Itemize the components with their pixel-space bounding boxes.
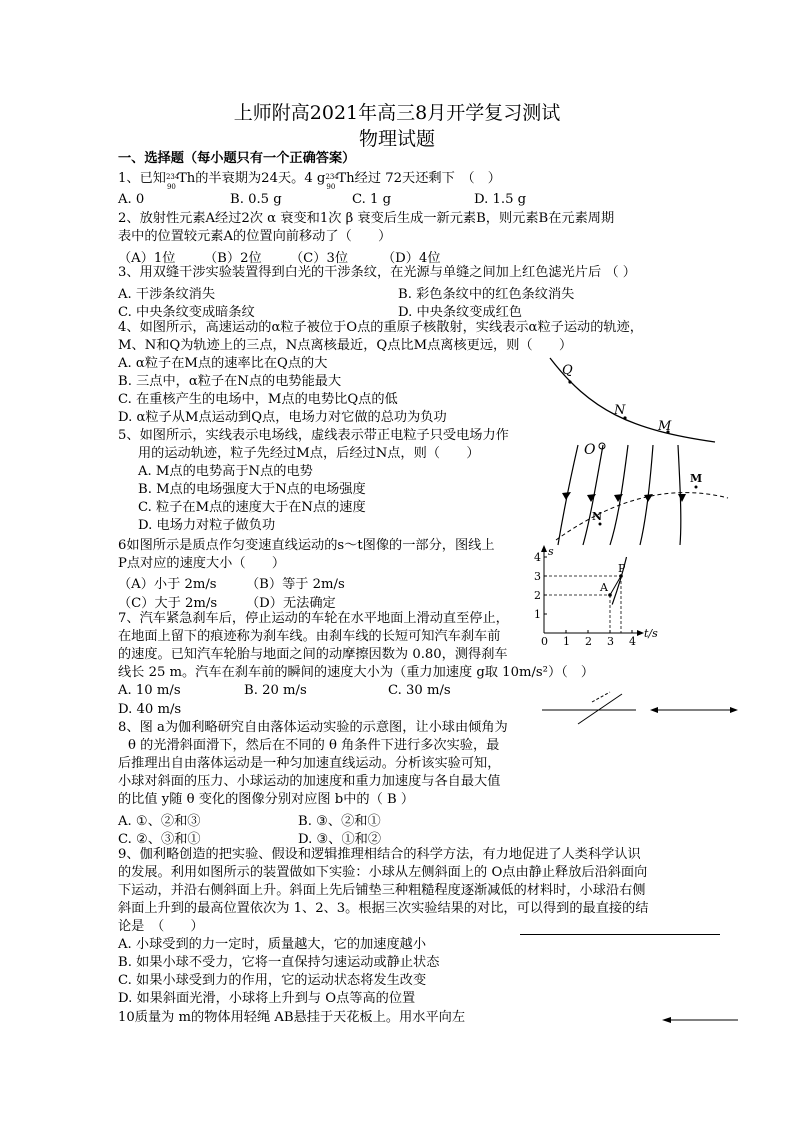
x-tick-label: 0 — [541, 635, 548, 648]
q2-option-a: （A）1位 — [118, 251, 176, 266]
incline-dash — [592, 692, 610, 702]
q6-st-graph — [530, 535, 680, 650]
q8-line-2: θ 的光滑斜面滑下，然后在不同的 θ 角条件下进行多次实验，最 — [128, 738, 500, 753]
q9-line-5: 论是 （ ） — [118, 919, 204, 934]
isotope-symbol-2 — [325, 171, 339, 191]
q6-line-2: P点对应的速度大小（ ） — [118, 556, 286, 571]
q8-figure — [540, 688, 740, 728]
q3-option-c: C. 中央条纹变成暗条纹 — [118, 305, 255, 320]
q1-option-d: D. 1.5 g — [474, 192, 527, 207]
arrow-left-head — [650, 707, 658, 713]
alpha-trajectory — [550, 358, 715, 442]
q5-line-2: 用的运动轨迹，粒子先经过M点，后经过N点，则（ ） — [138, 446, 480, 461]
q8-option-c: C. ②、③和① — [118, 832, 201, 847]
q4-option-a: A. α粒子在M点的速率比在Q点的大 — [118, 356, 328, 371]
q7-line-1: 7、汽车紧急刹车后，停止运动的车轮在水平地面上滑动直至停止， — [118, 611, 509, 626]
q7-option-b: B. 20 m/s — [244, 683, 307, 698]
iso-mass-2: 234 — [325, 172, 339, 181]
q9-line-3: 下运动，并沿右侧斜面上升。斜面上先后铺垫三种粗糙程度逐渐减低的材料时，小球沿右侧 — [118, 883, 646, 898]
incline-line — [578, 694, 622, 724]
q5-field-figure — [548, 440, 738, 550]
q9-line-2: 的发展。利用如图所示的装置做如下实验：小球从左侧斜面上的 O点由静止释放后沿斜面向 — [118, 865, 648, 880]
q5-option-b: B. M点的电场强度大于N点的电场强度 — [138, 482, 366, 497]
q9-option-c: C. 如果小球受到力的作用，它的运动状态将发生改变 — [118, 973, 427, 988]
iso-number: 90 — [166, 182, 176, 191]
q5-option-c: C. 粒子在M点的速度大于在N点的速度 — [138, 500, 366, 515]
q9-option-b: B. 如果小球不受力，它将一直保持匀速运动或静止状态 — [118, 955, 440, 970]
q3-line: 3、用双缝干涉实验装置得到白光的干涉条纹，在光源与单缝之间加上红色滤光片后 （ ） — [118, 265, 636, 280]
label-o: O — [584, 442, 596, 458]
q2-line-1: 2、放射性元素A经过2次 α 衰变和1次 β 衰变后生成一新元素B，则元素B在元素周期 — [118, 211, 615, 226]
q4-line-2: M、N和Q为轨迹上的三点，N点离核最近，Q点比M点离核更远，则（ ） — [118, 338, 573, 353]
q9-line-4: 斜面上升到的最高位置依次为 1、2、3。根据三次实验结果的对比，可以得到的最直接的结 — [118, 901, 649, 916]
x-tick-label: 4 — [629, 635, 636, 648]
q5-line-1: 5、如图所示，实线表示电场线，虚线表示带正电粒子只受电场力作 — [118, 428, 509, 443]
q9-option-a: A. 小球受到的力一定时，质量越大，它的加速度越小 — [118, 937, 427, 952]
label-n: N — [614, 403, 626, 418]
label-m: M — [658, 419, 672, 434]
arrow-head — [662, 1017, 671, 1023]
field-arrow-5 — [678, 494, 686, 502]
iso-mass: 234 — [165, 172, 180, 181]
q6-line-1: 6如图所示是质点作匀变速直线运动的s～t图像的一部分，图线上 — [118, 538, 495, 553]
q7-line-2: 在地面上留下的痕迹称为刹车线。由刹车线的长短可知汽车刹车前 — [118, 629, 501, 644]
q6-option-c: （C）大于 2m/s — [118, 596, 218, 611]
page-subtitle: 物理试题 — [358, 128, 435, 150]
q4-option-d: D. α粒子从M点运动到Q点，电场力对它做的总功为负功 — [118, 410, 447, 425]
arrow-right-head — [730, 707, 738, 713]
y-tick-label: 1 — [534, 608, 541, 621]
point-q — [568, 380, 571, 383]
x-axis-arrow — [637, 630, 644, 636]
q1-stem-a: 1、已知 — [118, 171, 166, 186]
y-axis-label: s — [548, 545, 554, 558]
chord-line — [610, 576, 621, 595]
field-arrow-3 — [614, 494, 623, 502]
q4-option-b: B. 三点中，α粒子在N点的电势能最大 — [118, 374, 342, 389]
q5-option-a: A. M点的电势高于N点的电势 — [138, 464, 313, 479]
q3-option-b: B. 彩色条纹中的红色条纹消失 — [398, 287, 575, 302]
q2-option-c: （C）3位 — [290, 251, 349, 266]
q7-line-3: 的速度。已知汽车轮胎与地面之间的动摩擦因数为 0.80，测得刹车 — [118, 647, 508, 662]
point-n — [599, 523, 602, 526]
q3-option-a: A. 干涉条纹消失 — [118, 287, 216, 302]
point-m — [695, 486, 698, 489]
q7-option-d: D. 40 m/s — [118, 702, 182, 717]
q1-option-c: C. 1 g — [352, 192, 392, 207]
element-symbol: Th — [177, 171, 196, 186]
question-1-stem — [118, 170, 501, 191]
page-title: 上师附高2021年高三8月开学复习测试 — [233, 102, 561, 124]
q8-option-a: A. ①、②和③ — [118, 814, 201, 829]
q6-option-b: （B）等于 2m/s — [246, 577, 345, 592]
isotope-symbol — [165, 171, 180, 191]
q8-line-5: 的比值 y随 θ 变化的图像分别对应图 b中的（ B ） — [118, 792, 415, 807]
field-arrow-1 — [562, 492, 571, 500]
label-m: M — [690, 472, 703, 485]
q8-line-1: 8、图 a为伽利略研究自由落体运动实验的示意图，让小球由倾角为 — [118, 720, 508, 735]
point-label: P — [618, 562, 626, 575]
label-q: Q — [562, 363, 573, 378]
q6-option-d: （D）无法确定 — [246, 596, 336, 611]
q2-line-2: 表中的位置较元素A的位置向前移动了（ ） — [118, 229, 392, 244]
q7-option-c: C. 30 m/s — [388, 683, 451, 698]
element-symbol-2: Th — [337, 171, 355, 186]
q1-option-b: B. 0.5 g — [230, 192, 282, 207]
q1-stem-b: 的半衰期为24天。4 g — [195, 171, 326, 186]
point-label: A — [600, 581, 608, 594]
q9-option-d: D. 如果斜面光滑，小球将上升到与 O点等高的位置 — [118, 991, 416, 1006]
q2-option-d: （D）4位 — [382, 251, 441, 266]
x-tick-label: 1 — [563, 635, 570, 648]
field-arrow-4 — [644, 494, 653, 502]
q10-line: 10质量为 m的物体用轻绳 AB悬挂于天花板上。用水平向左 — [118, 1010, 466, 1025]
x-tick-label: 3 — [607, 635, 614, 648]
x-axis-label: t/s — [644, 627, 658, 640]
q2-option-b: （B）2位 — [204, 251, 262, 266]
y-tick-label: 4 — [534, 551, 541, 564]
iso-number-2: 90 — [326, 182, 336, 191]
q1-option-a: A. 0 — [118, 192, 145, 207]
q6-option-a: （A）小于 2m/s — [118, 577, 217, 592]
x-tick-label: 2 — [585, 635, 592, 648]
q4-option-c: C. 在重核产生的电场中，M点的电势比Q点的低 — [118, 392, 398, 407]
field-arrow-2 — [587, 494, 596, 502]
q7-option-a: A. 10 m/s — [118, 683, 181, 698]
q8-option-b: B. ③、②和① — [298, 814, 381, 829]
y-axis-arrow — [541, 545, 547, 552]
q9-figure-line — [520, 934, 720, 935]
q8-line-3: 后推理出自由落体运动是一种匀加速直线运动。分析该实验可知， — [118, 756, 501, 771]
section-heading: 一、选择题（每小题只有一个正确答案） — [118, 151, 356, 166]
q4-line-1: 4、如图所示，高速运动的α粒子被位于O点的重原子核散射，实线表示α粒子运动的轨迹， — [118, 320, 643, 335]
q7-line-4: 线长 25 m。汽车在刹车前的瞬间的速度大小为（重力加速度 g取 10m/s²）（ ） — [118, 665, 595, 680]
q1-stem-c: 经过 72天还剩下 （ ） — [354, 171, 501, 186]
label-n: N — [592, 510, 603, 523]
y-tick-label: 2 — [534, 589, 541, 602]
q3-option-d: D. 中央条纹变成红色 — [398, 305, 522, 320]
y-tick-label: 3 — [534, 570, 541, 583]
q9-line-1: 9、伽利略创造的把实验、假设和逻辑推理相结合的科学方法，有力地促进了人类科学认识 — [118, 847, 641, 862]
q10-force-arrow — [660, 1012, 740, 1028]
q5-option-d: D. 电场力对粒子做负功 — [138, 518, 276, 533]
q8-line-4: 小球对斜面的压力、小球运动的加速度和重力加速度与各自最大值 — [118, 774, 501, 789]
q8-option-d: D. ③、①和② — [298, 832, 382, 847]
